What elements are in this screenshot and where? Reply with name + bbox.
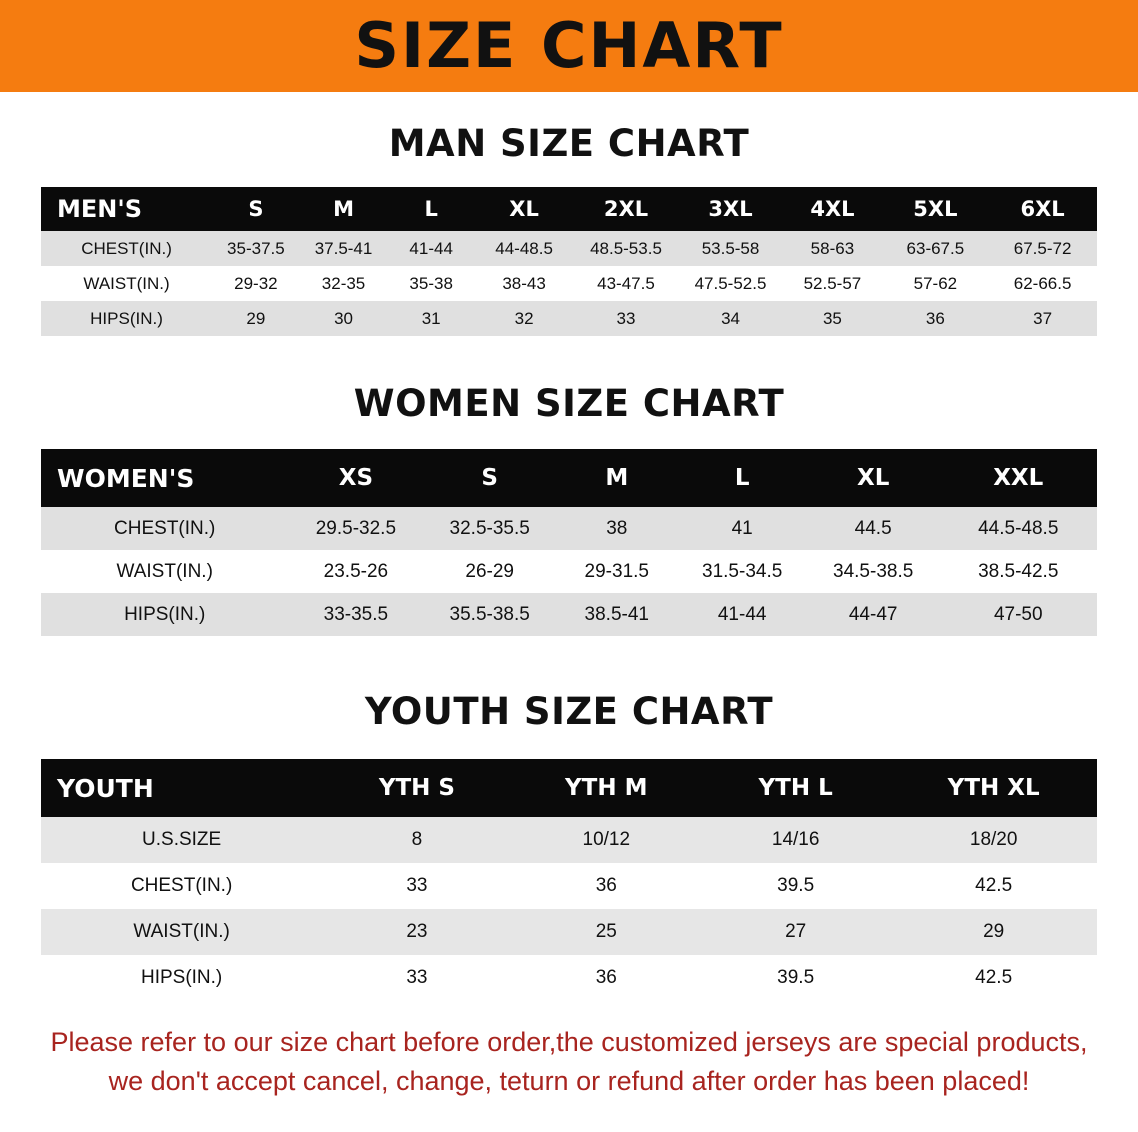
table-cell: 8 [411,829,423,850]
policy-note-line-1: Please refer to our size chart before order,the customized jerseys are special products, [50,1027,1088,1057]
table-cell: 35-38 [409,273,453,293]
table-cell: 36 [925,308,945,328]
row-label: HIPS(IN.) [90,308,163,328]
table-cell: 39.5 [777,967,815,988]
table-cell: 38-43 [502,273,546,293]
row-label: CHEST(IN.) [114,517,216,539]
table-cell: 48.5-53.5 [590,238,662,258]
table-cell: 23.5-26 [323,560,389,582]
table-cell: 44-48.5 [495,238,553,258]
man-header-cell: 3XL [708,197,753,221]
table-cell: 47-50 [993,603,1043,625]
table-cell: 41 [731,517,753,539]
page-title: SIZE CHART [354,9,784,82]
table-cell: 39.5 [777,875,815,896]
youth-size-table-wrapper [41,759,1097,1001]
table-cell: 36 [595,875,617,896]
table-cell: 41-44 [409,238,453,258]
table-row [41,231,1097,266]
table-cell: 67.5-72 [1013,238,1072,258]
table-cell: 29-31.5 [584,560,649,582]
table-cell: 34.5-38.5 [833,560,914,582]
women-size-table-wrapper [41,449,1097,636]
table-cell: 33 [406,875,428,896]
table-cell: 26-29 [465,560,514,582]
table-cell: 33 [616,308,636,328]
table-cell: 53.5-58 [701,238,760,258]
women-header-cell: XS [338,465,374,491]
table-cell: 58-63 [810,238,855,258]
youth-section-heading: YOUTH SIZE CHART [364,690,774,733]
man-size-table-wrapper [41,187,1097,336]
table-row [41,507,1097,550]
table-cell: 34 [721,308,740,328]
table-cell: 42.5 [975,967,1013,988]
table-cell: 30 [334,308,353,328]
row-label: WAIST(IN.) [133,921,230,942]
table-cell: 27 [785,921,807,942]
table-cell: 32.5-35.5 [449,517,530,539]
table-row [41,301,1097,336]
women-header-cell: XL [856,465,890,491]
table-cell: 23 [406,921,428,942]
man-header-cell: XL [509,197,539,221]
table-cell: 33 [406,967,428,988]
policy-note-line-2: we don't accept cancel, change, teturn or refund after order has been placed! [108,1066,1030,1097]
policy-note [34,1023,1104,1101]
row-label: HIPS(IN.) [124,603,206,625]
table-cell: 41-44 [717,603,767,625]
table-cell: 42.5 [975,875,1013,896]
table-cell: 38 [606,517,628,539]
table-cell: 47.5-52.5 [694,273,767,293]
women-header-cell: WOMEN'S [57,463,195,493]
women-header-cell: XXL [993,465,1044,491]
table-row [41,955,1097,1001]
man-header-cell: 4XL [810,197,855,221]
table-row [41,817,1097,863]
table-cell: 29-32 [234,273,278,293]
table-cell: 44.5-48.5 [978,517,1059,539]
table-cell: 18/20 [969,829,1018,850]
table-cell: 37 [1033,308,1053,328]
youth-header-cell: YTH XL [947,775,1040,801]
table-cell: 44-47 [848,603,898,625]
table-cell: 35.5-38.5 [449,603,530,625]
table-cell: 31.5-34.5 [702,560,783,582]
table-row [41,863,1097,909]
table-row [41,266,1097,301]
row-label: HIPS(IN.) [140,967,223,988]
table-cell: 32 [514,308,534,328]
table-cell: 29 [246,308,266,328]
women-header-cell: M [605,465,629,491]
man-header-cell: S [248,197,264,221]
table-cell: 62-66.5 [1013,273,1072,293]
youth-header-cell: YTH S [378,775,455,801]
man-table-header-row [41,187,1097,231]
page-banner [0,0,1138,92]
table-cell: 52.5-57 [803,273,862,293]
table-row [41,550,1097,593]
row-label: U.S.SIZE [142,829,222,850]
youth-header-cell: YTH M [565,775,648,801]
man-header-cell: 5XL [913,197,958,221]
man-size-table [41,187,1097,336]
table-cell: 33-35.5 [323,603,389,625]
table-cell: 31 [421,308,441,328]
table-cell: 29 [983,921,1005,942]
man-header-cell: 6XL [1020,197,1065,221]
table-cell: 38.5-42.5 [978,560,1059,582]
man-header-cell: M [333,197,354,221]
table-cell: 38.5-41 [584,603,649,625]
table-cell: 10/12 [582,829,631,850]
women-header-cell: S [481,465,498,491]
women-size-table [41,449,1097,636]
table-row [41,909,1097,955]
table-cell: 63-67.5 [906,238,965,258]
table-cell: 37.5-41 [314,238,373,258]
youth-size-table [41,759,1097,1001]
women-section-heading: WOMEN SIZE CHART [353,382,785,425]
man-header-cell: 2XL [603,197,649,221]
table-cell: 14/16 [771,829,820,850]
row-label: CHEST(IN.) [130,875,233,896]
women-table-header-row [41,449,1097,507]
table-cell: 25 [595,921,617,942]
table-cell: 29.5-32.5 [315,517,397,539]
table-cell: 36 [595,967,617,988]
table-row [41,593,1097,636]
youth-header-cell: YTH L [758,775,833,801]
man-section-heading: MAN SIZE CHART [388,122,750,165]
table-cell: 57-62 [913,273,958,293]
table-cell: 35 [822,308,842,328]
table-cell: 35-37.5 [227,238,285,258]
women-header-cell: L [734,465,750,491]
row-label: WAIST(IN.) [116,560,213,582]
row-label: WAIST(IN.) [83,273,170,293]
youth-header-cell: YOUTH [57,773,154,803]
table-cell: 44.5 [854,517,892,539]
man-header-cell: L [424,197,438,221]
table-cell: 32-35 [321,273,366,293]
youth-table-header-row [41,759,1097,817]
table-cell: 43-47.5 [597,273,655,293]
man-header-cell: MEN'S [57,195,142,223]
row-label: CHEST(IN.) [81,238,172,258]
